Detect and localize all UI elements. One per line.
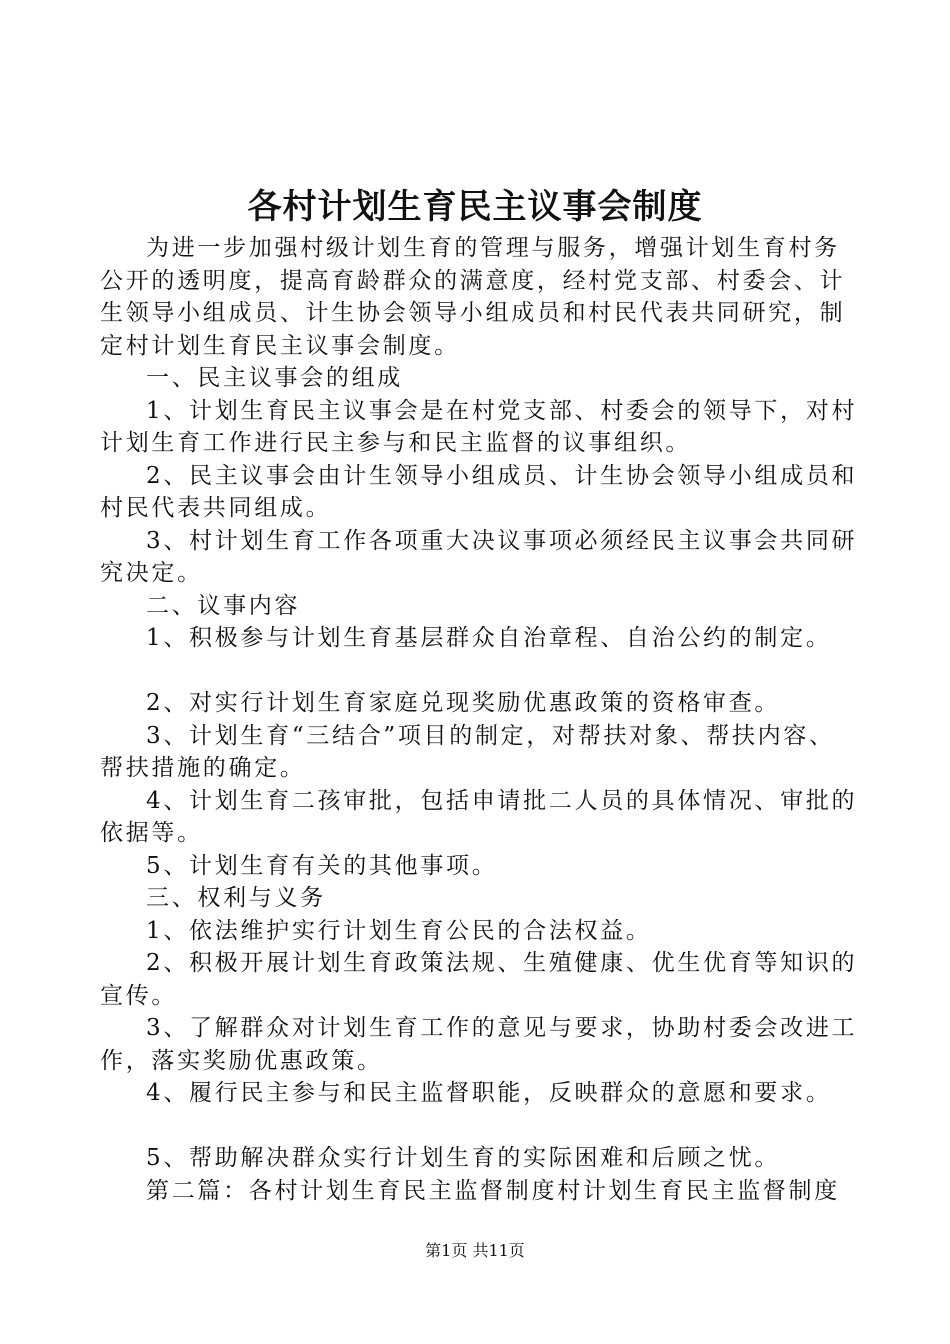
content-item-2: 2、对实行计划生育家庭兑现奖励优惠政策的资格审查。 [146,690,781,716]
content-item-5: 5、计划生育有关的其他事项。 [146,852,498,879]
composition-item-1: 1、计划生育民主议事会是在村党支部、村委会的领导下，对村计划生育工作进行民主参与和民主监督的议事组织。 [100,397,858,456]
page-number: 第1页 共11页 [425,1241,525,1260]
content-item-4: 4、计划生育二孩审批，包括申请批二人员的具体情况、审批的依据等。 [100,787,858,846]
rights-item-5: 5、帮助解决群众实行计划生育的实际困难和后顾之忧。 [146,1145,781,1171]
content-item-3: 3、计划生育“三结合”项目的制定，对帮扶对象、帮扶内容、帮扶措施的确定。 [100,722,835,781]
content-item-1: 1、积极参与计划生育基层群众自治章程、自治公约的制定。 [146,625,832,651]
intro-paragraph: 为进一步加强村级计划生育的管理与服务，增强计划生育村务公开的透明度，提高育龄群众的满意度，经村党支部、村委会、计生领导小组成员、计生协会领导小组成员和村民代表共同研究，制定村计划生育民主议事会制度。 [100,235,846,359]
section-heading-rights: 三、权利与义务 [146,885,326,911]
document-body [100,232,860,1207]
composition-item-3: 3、村计划生育工作各项重大决议事项必须经民主议事会共同研究决定。 [100,527,858,586]
next-chapter-heading: 第二篇：各村计划生育民主监督制度村计划生育民主监督制度 [146,1177,840,1204]
section-heading-content: 二、议事内容 [146,592,301,619]
composition-item-2: 2、民主议事会由计生领导小组成员、计生协会领导小组成员和村民代表共同组成。 [100,462,858,521]
document-title: 各村计划生育民主议事会制度 [247,187,703,227]
rights-item-1: 1、依法维护实行计划生育公民的合法权益。 [146,917,652,944]
rights-item-4: 4、履行民主参与和民主监督职能，反映群众的意愿和要求。 [146,1080,832,1106]
section-heading-composition: 一、民主议事会的组成 [146,365,403,391]
rights-item-3: 3、了解群众对计划生育工作的意见与要求，协助村委会改进工作，落实奖励优惠政策。 [100,1015,858,1074]
rights-item-2: 2、积极开展计划生育政策法规、生殖健康、优生优育等知识的宣传。 [100,950,858,1009]
